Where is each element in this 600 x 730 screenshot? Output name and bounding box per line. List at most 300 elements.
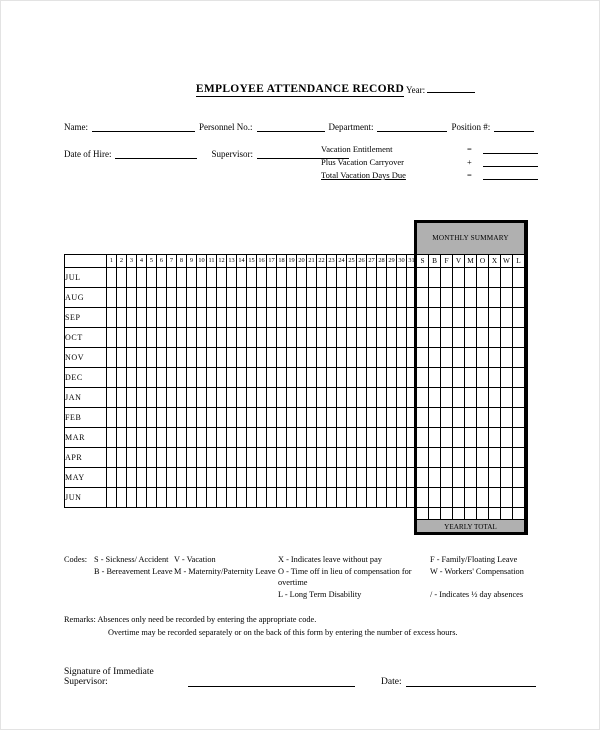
attendance-cell xyxy=(197,288,207,308)
attendance-cell xyxy=(167,288,177,308)
attendance-cell xyxy=(197,348,207,368)
attendance-cell xyxy=(327,308,337,328)
attendance-cell xyxy=(277,368,287,388)
attendance-cell xyxy=(317,368,327,388)
summary-cell xyxy=(513,328,525,348)
summary-cell xyxy=(513,448,525,468)
day-header-cell: 11 xyxy=(207,255,217,268)
attendance-cell xyxy=(267,488,277,508)
vacation-entitlement-operator: = xyxy=(467,144,472,154)
attendance-cell xyxy=(357,348,367,368)
attendance-cell xyxy=(377,348,387,368)
year-blank xyxy=(427,82,475,93)
day-header-cell: 14 xyxy=(237,255,247,268)
attendance-cell xyxy=(387,308,397,328)
remarks-line2: Overtime may be recorded separately or on the back of this form by entering the number of excess hours. xyxy=(108,627,458,637)
attendance-cell xyxy=(297,268,307,288)
attendance-cell xyxy=(137,328,147,348)
attendance-cell xyxy=(377,428,387,448)
attendance-cell xyxy=(207,408,217,428)
name-row xyxy=(64,121,536,132)
code-item-workers-comp: W - Workers' Compensation xyxy=(430,566,524,576)
day-header-cell: 20 xyxy=(297,255,307,268)
summary-cell xyxy=(453,428,465,448)
attendance-table xyxy=(64,220,525,535)
attendance-cell xyxy=(167,308,177,328)
attendance-cell xyxy=(127,268,137,288)
summary-cell xyxy=(501,328,513,348)
attendance-cell xyxy=(387,268,397,288)
summary-cell xyxy=(489,428,501,448)
attendance-cell xyxy=(277,288,287,308)
attendance-cell xyxy=(317,448,327,468)
summary-column-header: L xyxy=(513,255,525,268)
attendance-cell xyxy=(387,468,397,488)
attendance-cell xyxy=(337,468,347,488)
month-label: OCT xyxy=(65,328,107,348)
attendance-cell xyxy=(317,428,327,448)
summary-cell xyxy=(453,388,465,408)
attendance-cell xyxy=(397,408,407,428)
attendance-cell xyxy=(227,448,237,468)
attendance-cell xyxy=(297,468,307,488)
day-header-cell: 29 xyxy=(387,255,397,268)
day-header-cell: 6 xyxy=(157,255,167,268)
attendance-cell xyxy=(257,288,267,308)
attendance-cell xyxy=(357,448,367,468)
personnel-label: Personnel No.: xyxy=(199,122,253,132)
attendance-cell xyxy=(207,308,217,328)
attendance-cell xyxy=(307,308,317,328)
attendance-cell xyxy=(227,388,237,408)
attendance-cell xyxy=(157,308,167,328)
attendance-cell xyxy=(107,388,117,408)
attendance-cell xyxy=(337,288,347,308)
attendance-cell xyxy=(107,428,117,448)
summary-cell xyxy=(489,488,501,508)
attendance-cell xyxy=(237,388,247,408)
remarks-label: Remarks: xyxy=(64,615,96,625)
code-item-sickness: S - Sickness/ Accident xyxy=(94,555,169,564)
attendance-cell xyxy=(167,428,177,448)
summary-cell xyxy=(477,328,489,348)
attendance-cell xyxy=(157,348,167,368)
attendance-cell xyxy=(257,348,267,368)
attendance-cell xyxy=(387,368,397,388)
summary-cell xyxy=(429,268,441,288)
attendance-cell xyxy=(127,308,137,328)
attendance-cell xyxy=(317,388,327,408)
attendance-cell xyxy=(157,368,167,388)
attendance-cell xyxy=(277,328,287,348)
attendance-cell xyxy=(387,408,397,428)
attendance-cell xyxy=(187,288,197,308)
attendance-cell xyxy=(157,428,167,448)
vacation-entitlement-blank xyxy=(483,144,538,154)
attendance-cell xyxy=(307,428,317,448)
summary-cell xyxy=(429,388,441,408)
summary-cell xyxy=(513,408,525,428)
attendance-cell xyxy=(367,368,377,388)
summary-column-header: V xyxy=(453,255,465,268)
attendance-cell xyxy=(247,408,257,428)
attendance-cell xyxy=(337,408,347,428)
summary-cell xyxy=(417,468,429,488)
attendance-cell xyxy=(397,308,407,328)
attendance-cell xyxy=(367,288,377,308)
name-label: Name: xyxy=(64,122,88,132)
summary-column-header: W xyxy=(501,255,513,268)
attendance-cell xyxy=(147,348,157,368)
attendance-cell xyxy=(287,468,297,488)
attendance-cell xyxy=(297,408,307,428)
attendance-cell xyxy=(367,328,377,348)
attendance-cell xyxy=(337,268,347,288)
attendance-cell xyxy=(137,408,147,428)
attendance-cell xyxy=(337,348,347,368)
attendance-cell xyxy=(287,348,297,368)
attendance-cell xyxy=(117,308,127,328)
attendance-cell xyxy=(127,288,137,308)
summary-cell xyxy=(501,268,513,288)
summary-cell xyxy=(489,308,501,328)
year-field xyxy=(406,82,475,95)
attendance-cell xyxy=(327,328,337,348)
summary-cell xyxy=(429,308,441,328)
attendance-cell xyxy=(127,448,137,468)
attendance-cell xyxy=(217,408,227,428)
attendance-cell xyxy=(207,368,217,388)
month-label: MAY xyxy=(65,468,107,488)
summary-cell xyxy=(489,288,501,308)
attendance-cell xyxy=(247,428,257,448)
summary-cell xyxy=(441,368,453,388)
vacation-carryover-label: Plus Vacation Carryover xyxy=(321,157,404,167)
attendance-cell xyxy=(377,368,387,388)
day-header-cell: 18 xyxy=(277,255,287,268)
summary-cell xyxy=(489,368,501,388)
attendance-cell xyxy=(407,448,417,468)
summary-cell xyxy=(417,348,429,368)
summary-cell xyxy=(489,508,501,520)
attendance-cell xyxy=(247,488,257,508)
summary-cell xyxy=(465,268,477,288)
attendance-cell xyxy=(187,368,197,388)
summary-cell xyxy=(429,368,441,388)
attendance-cell xyxy=(307,388,317,408)
attendance-cell xyxy=(297,448,307,468)
attendance-cell xyxy=(217,308,227,328)
attendance-cell xyxy=(317,408,327,428)
attendance-cell xyxy=(247,348,257,368)
attendance-cell xyxy=(127,348,137,368)
attendance-cell xyxy=(407,488,417,508)
attendance-cell xyxy=(107,468,117,488)
attendance-cell xyxy=(377,328,387,348)
date-label: Date: xyxy=(381,677,402,688)
attendance-cell xyxy=(227,288,237,308)
hire-row xyxy=(64,144,536,198)
vacation-total-label: Total Vacation Days Due xyxy=(321,170,406,180)
summary-column-header: B xyxy=(429,255,441,268)
attendance-cell xyxy=(137,368,147,388)
vacation-carryover-operator: + xyxy=(467,157,472,167)
attendance-cell xyxy=(137,348,147,368)
summary-cell xyxy=(501,408,513,428)
month-label: NOV xyxy=(65,348,107,368)
attendance-cell xyxy=(117,288,127,308)
summary-cell xyxy=(477,488,489,508)
position-blank xyxy=(494,121,534,132)
attendance-cell xyxy=(257,408,267,428)
summary-cell xyxy=(501,308,513,328)
vacation-carryover-blank xyxy=(483,157,538,167)
attendance-cell xyxy=(197,308,207,328)
attendance-cell xyxy=(337,448,347,468)
attendance-cell xyxy=(117,488,127,508)
day-header-cell: 1 xyxy=(107,255,117,268)
attendance-cell xyxy=(367,348,377,368)
attendance-cell xyxy=(177,268,187,288)
summary-cell xyxy=(453,328,465,348)
attendance-cell xyxy=(237,428,247,448)
month-label: AUG xyxy=(65,288,107,308)
attendance-cell xyxy=(217,348,227,368)
vacation-total-row xyxy=(321,170,538,180)
attendance-cell xyxy=(357,308,367,328)
attendance-cell xyxy=(387,328,397,348)
attendance-cell xyxy=(277,468,287,488)
attendance-cell xyxy=(217,328,227,348)
attendance-cell xyxy=(147,488,157,508)
attendance-cell xyxy=(117,428,127,448)
attendance-cell xyxy=(407,268,417,288)
summary-cell xyxy=(465,468,477,488)
attendance-cell xyxy=(227,368,237,388)
attendance-cell xyxy=(347,448,357,468)
attendance-cell xyxy=(267,468,277,488)
attendance-cell xyxy=(367,488,377,508)
attendance-cell xyxy=(137,288,147,308)
attendance-cell xyxy=(357,288,367,308)
attendance-cell xyxy=(407,348,417,368)
attendance-cell xyxy=(297,288,307,308)
date-of-hire-label: Date of Hire: xyxy=(64,149,112,159)
summary-cell xyxy=(477,468,489,488)
summary-cell xyxy=(513,488,525,508)
summary-cell xyxy=(453,268,465,288)
summary-cell xyxy=(465,288,477,308)
attendance-cell xyxy=(107,288,117,308)
attendance-cell xyxy=(277,428,287,448)
summary-cell xyxy=(453,488,465,508)
day-header-cell: 22 xyxy=(317,255,327,268)
summary-cell xyxy=(513,428,525,448)
summary-cell xyxy=(513,368,525,388)
attendance-cell xyxy=(147,448,157,468)
attendance-cell xyxy=(247,468,257,488)
attendance-cell xyxy=(407,468,417,488)
summary-cell xyxy=(477,288,489,308)
attendance-cell xyxy=(157,488,167,508)
summary-cell xyxy=(465,488,477,508)
attendance-cell xyxy=(247,308,257,328)
summary-cell xyxy=(465,448,477,468)
code-item-leave-without-pay: X - Indicates leave without pay xyxy=(278,555,382,564)
summary-cell xyxy=(417,328,429,348)
summary-cell xyxy=(501,468,513,488)
attendance-cell xyxy=(117,328,127,348)
attendance-cell xyxy=(167,348,177,368)
attendance-cell xyxy=(157,468,167,488)
attendance-cell xyxy=(327,388,337,408)
day-header-cell: 30 xyxy=(397,255,407,268)
attendance-cell xyxy=(257,488,267,508)
vacation-carryover-row xyxy=(321,157,538,167)
summary-cell xyxy=(489,328,501,348)
attendance-cell xyxy=(237,448,247,468)
attendance-cell xyxy=(187,408,197,428)
attendance-cell xyxy=(237,368,247,388)
summary-cell xyxy=(453,288,465,308)
attendance-cell xyxy=(247,368,257,388)
attendance-cell xyxy=(197,368,207,388)
attendance-cell xyxy=(347,308,357,328)
year-label: Year: xyxy=(406,85,426,95)
summary-column-header: S xyxy=(417,255,429,268)
attendance-cell xyxy=(257,448,267,468)
attendance-cell xyxy=(127,388,137,408)
attendance-cell xyxy=(257,268,267,288)
attendance-cell xyxy=(277,308,287,328)
summary-cell xyxy=(489,268,501,288)
attendance-cell xyxy=(257,388,267,408)
summary-cell xyxy=(465,408,477,428)
attendance-cell xyxy=(187,448,197,468)
attendance-cell xyxy=(297,348,307,368)
month-label: FEB xyxy=(65,408,107,428)
attendance-cell xyxy=(157,268,167,288)
attendance-cell xyxy=(337,328,347,348)
attendance-cell xyxy=(197,328,207,348)
attendance-cell xyxy=(267,348,277,368)
attendance-cell xyxy=(387,428,397,448)
summary-cell xyxy=(453,308,465,328)
summary-cell xyxy=(441,488,453,508)
attendance-cell xyxy=(307,268,317,288)
attendance-cell xyxy=(287,288,297,308)
attendance-cell xyxy=(217,368,227,388)
attendance-cell xyxy=(207,468,217,488)
attendance-cell xyxy=(187,268,197,288)
summary-cell xyxy=(513,388,525,408)
summary-cell xyxy=(453,468,465,488)
summary-cell xyxy=(477,308,489,328)
summary-cell xyxy=(501,488,513,508)
attendance-cell xyxy=(397,268,407,288)
summary-cell xyxy=(429,468,441,488)
attendance-cell xyxy=(157,448,167,468)
spacer-cell xyxy=(65,508,417,520)
department-label: Department: xyxy=(328,122,374,132)
attendance-cell xyxy=(197,268,207,288)
codes-legend xyxy=(64,554,536,600)
attendance-cell xyxy=(157,408,167,428)
attendance-cell xyxy=(207,328,217,348)
attendance-cell xyxy=(197,428,207,448)
attendance-cell xyxy=(187,308,197,328)
attendance-cell xyxy=(177,468,187,488)
summary-cell xyxy=(465,308,477,328)
attendance-cell xyxy=(397,428,407,448)
attendance-cell xyxy=(407,308,417,328)
summary-cell xyxy=(501,428,513,448)
attendance-cell xyxy=(187,388,197,408)
code-item-half-day: / - Indicates ½ day absences xyxy=(430,589,524,599)
attendance-cell xyxy=(267,368,277,388)
attendance-cell xyxy=(107,308,117,328)
attendance-cell xyxy=(387,388,397,408)
attendance-cell xyxy=(177,448,187,468)
attendance-cell xyxy=(317,468,327,488)
attendance-cell xyxy=(377,288,387,308)
attendance-cell xyxy=(407,288,417,308)
attendance-cell xyxy=(297,368,307,388)
summary-cell xyxy=(417,448,429,468)
attendance-cell xyxy=(227,268,237,288)
attendance-cell xyxy=(187,468,197,488)
attendance-cell xyxy=(287,448,297,468)
attendance-cell xyxy=(287,408,297,428)
attendance-cell xyxy=(207,448,217,468)
day-header-cell: 26 xyxy=(357,255,367,268)
attendance-cell xyxy=(267,388,277,408)
attendance-cell xyxy=(117,348,127,368)
summary-cell xyxy=(489,348,501,368)
day-header-cell: 7 xyxy=(167,255,177,268)
attendance-cell xyxy=(147,388,157,408)
attendance-cell xyxy=(107,368,117,388)
attendance-cell xyxy=(227,308,237,328)
attendance-cell xyxy=(367,388,377,408)
attendance-cell xyxy=(237,468,247,488)
attendance-cell xyxy=(337,428,347,448)
summary-cell xyxy=(501,368,513,388)
day-header-cell: 16 xyxy=(257,255,267,268)
summary-cell xyxy=(501,508,513,520)
attendance-cell xyxy=(107,488,117,508)
attendance-cell xyxy=(287,308,297,328)
day-header-cell: 10 xyxy=(197,255,207,268)
attendance-cell xyxy=(247,328,257,348)
attendance-cell xyxy=(407,408,417,428)
attendance-cell xyxy=(337,308,347,328)
month-label: MAR xyxy=(65,428,107,448)
summary-cell xyxy=(465,508,477,520)
position-label: Position #: xyxy=(451,122,491,132)
attendance-cell xyxy=(177,348,187,368)
summary-cell xyxy=(489,468,501,488)
attendance-cell xyxy=(357,268,367,288)
code-item-maternity: M - Maternity/Paternity Leave xyxy=(174,566,276,576)
attendance-cell xyxy=(367,268,377,288)
attendance-cell xyxy=(407,428,417,448)
attendance-cell xyxy=(327,348,337,368)
summary-cell xyxy=(477,508,489,520)
day-header-cell: 8 xyxy=(177,255,187,268)
attendance-cell xyxy=(127,428,137,448)
attendance-cell xyxy=(177,428,187,448)
